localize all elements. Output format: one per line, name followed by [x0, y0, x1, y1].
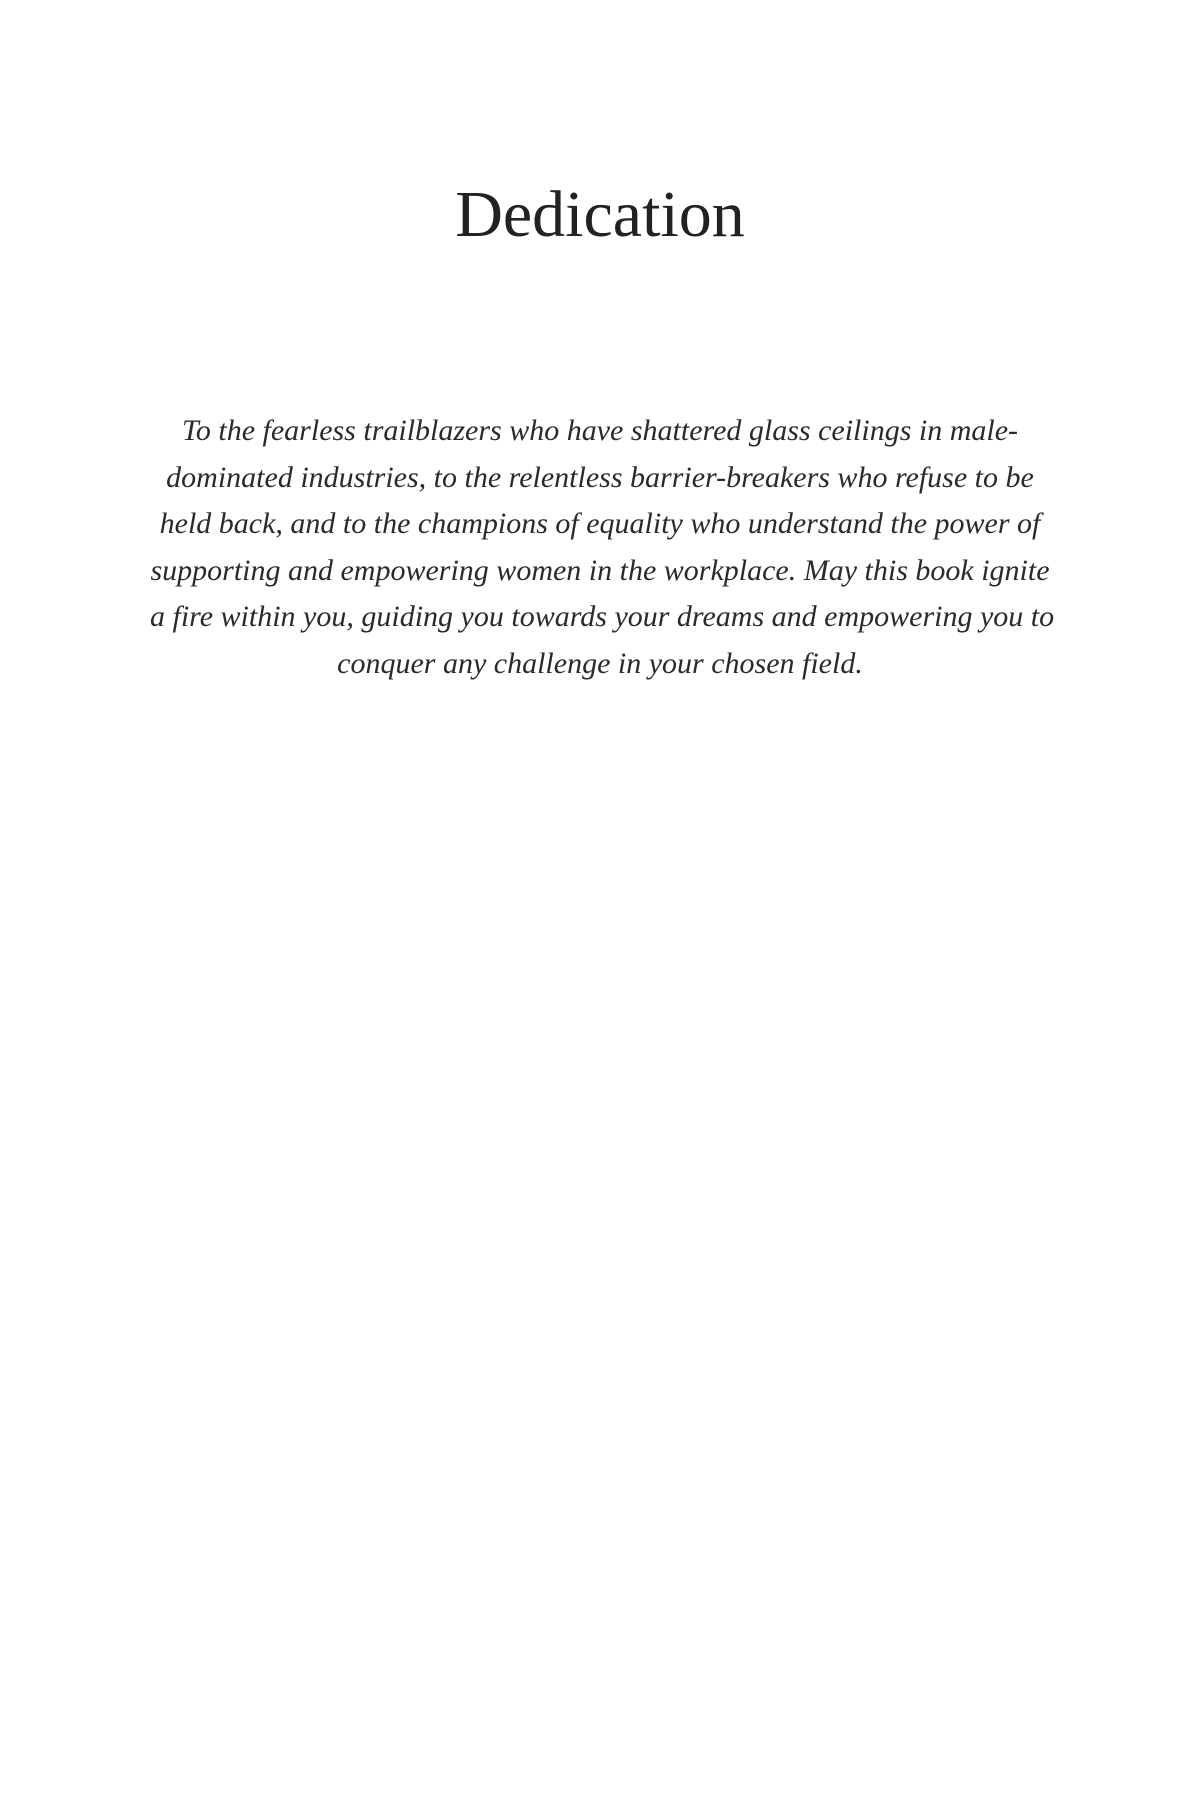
page-title: Dedication	[455, 178, 745, 251]
dedication-paragraph	[150, 408, 1055, 687]
dedication-line: a fire within you, guiding you towards your dreams and empowering you to	[150, 600, 1055, 633]
dedication-line: conquer any challenge in your chosen field.	[337, 646, 863, 680]
dedication-line: supporting and empowering women in the workplace. May this book ignite	[150, 553, 1050, 587]
dedication-line: dominated industries, to the relentless barrier-breakers who refuse to be	[166, 460, 1034, 494]
dedication-line: held back, and to the champions of equality who understand the power of	[159, 507, 1041, 540]
dedication-line: To the fearless trailblazers who have shattered glass ceilings in male-	[181, 414, 1019, 447]
